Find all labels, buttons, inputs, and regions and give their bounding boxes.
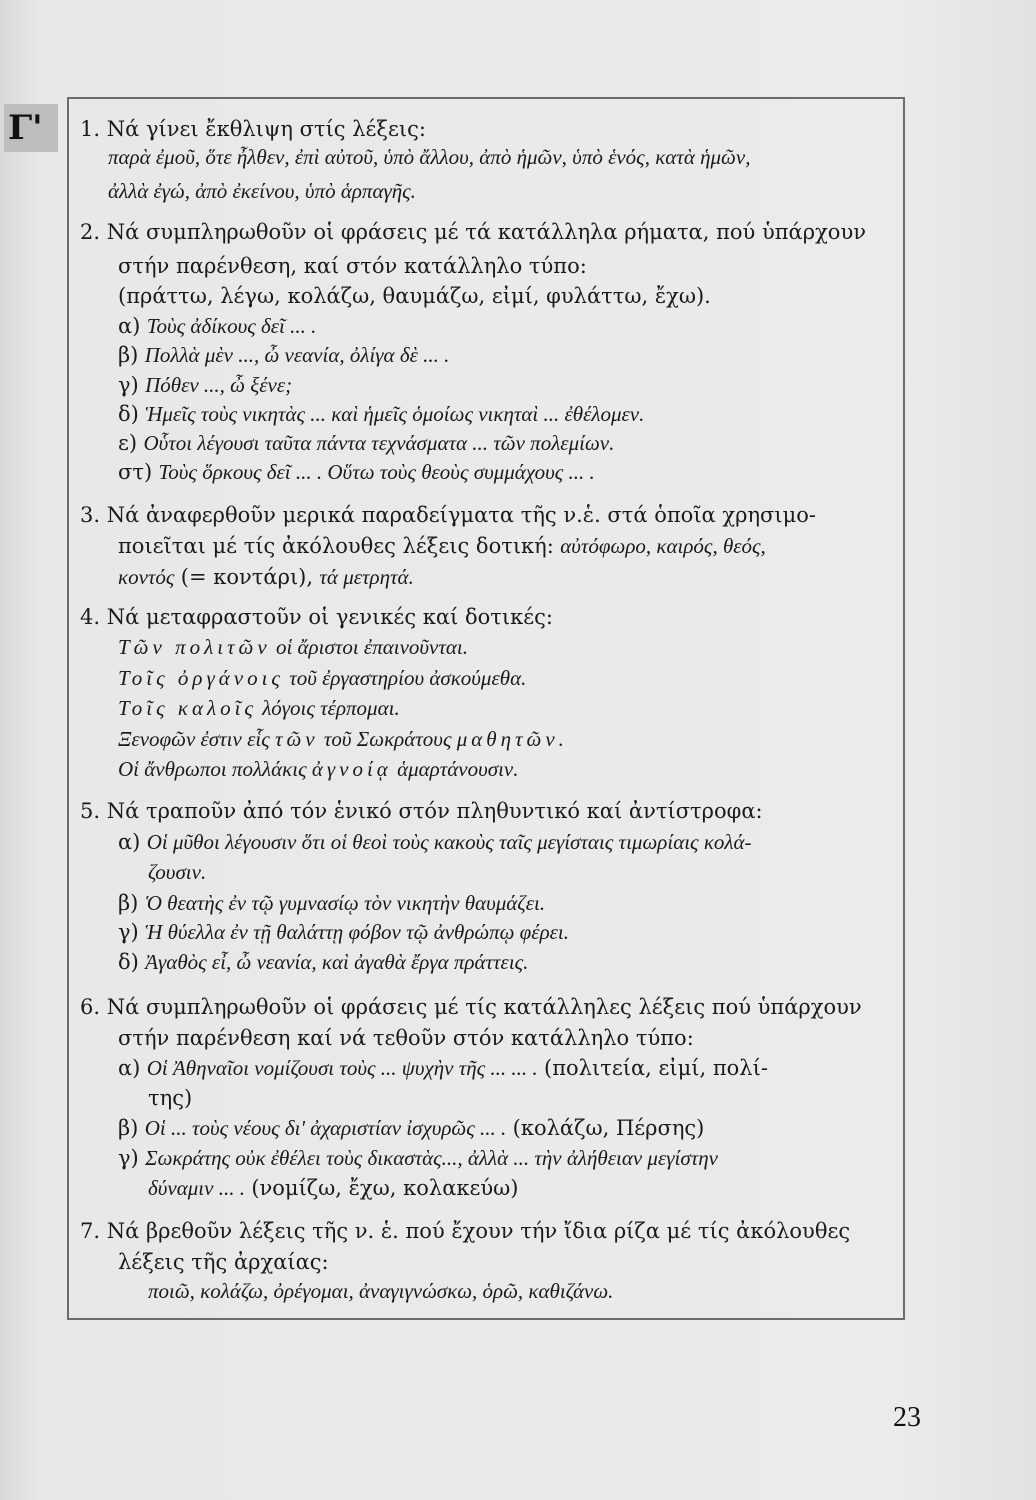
sentence-part: τοῦ Σωκράτους: [323, 727, 452, 751]
exercise-4-sentence: [118, 756, 519, 782]
exercise-prompt: Νά μεταφραστοῦν οἱ γενικές καί δοτικές:: [106, 605, 553, 629]
exercise-5-item-cont: ζουσιν.: [148, 860, 207, 884]
exercise-prompt: Νά συμπληρωθοῦν οἱ φράσεις μέ τά κατάλληλα ρήματα, πού ὑπάρχουν: [106, 220, 866, 244]
exercise-4-sentence: [118, 726, 568, 752]
exercise-prompt: Νά βρεθοῦν λέξεις τῆς ν. ἑ. πού ἔχουν τήν ἴδια ρίζα μέ τίς ἀκόλουθες: [106, 1219, 851, 1243]
exercise-4-sentence: [118, 695, 400, 721]
item-text: Οἱ ... τοὺς νέους δι' ἀχαριστίαν ἰσχυρῶς ... .: [144, 1116, 507, 1140]
line-italic: τά μετρητά.: [319, 565, 414, 589]
exercise-6-item-cont: [148, 1175, 518, 1201]
emphasized-phrase: τῶν: [274, 727, 319, 751]
item-text: Οἱ μῦθοι λέγουσιν ὅτι οἱ θεοὶ τοὺς κακοὺς ταῖς μεγίσταις τιμωρίαις κολά-: [146, 830, 752, 854]
exercise-6-item: [118, 1145, 718, 1171]
page-number: 23: [893, 1402, 921, 1433]
exercise-5-item: [118, 829, 752, 855]
exercise-number: 5.: [80, 799, 101, 823]
item-hint: (κολάζω, Πέρσης): [512, 1116, 705, 1140]
exercise-4-sentence: [118, 634, 468, 660]
exercise-number: 6.: [80, 995, 101, 1019]
item-text: Ἡμεῖς τοὺς νικητὰς ... καὶ ἡμεῖς ὁμοίως νικηταὶ ... ἐθέλομεν.: [145, 402, 645, 426]
sentence-rest: τοῦ ἐργαστηρίου ἀσκούμεθα.: [289, 666, 527, 690]
exercise-number: 3.: [80, 503, 101, 527]
item-text: Οὗτοι λέγουσι ταῦτα πάντα τεχνάσματα ... τῶν πολεμίων.: [143, 431, 615, 455]
exercise-1-line: παρὰ ἐμοῦ, ὅτε ἦλθεν, ἐπὶ αὐτοῦ, ὑπὸ ἄλλου, ἀπὸ ἡμῶν, ὑπὸ ἑνός, κατὰ ἡμῶν,: [108, 145, 751, 169]
exercise-prompt-cont: στήν παρένθεση καί νά τεθοῦν στόν κατάλληλο τύπο:: [118, 1026, 694, 1050]
exercise-4: [80, 604, 553, 630]
item-text: Τοὺς ἀδίκους δεῖ ... .: [146, 314, 317, 338]
exercise-5-item: [118, 949, 528, 975]
exercise-6-item: [118, 1115, 704, 1141]
item-label: γ): [118, 373, 139, 397]
sentence-part: ἁμαρτάνουσιν.: [397, 757, 519, 781]
item-text: δύναμιν ... .: [148, 1176, 245, 1200]
exercise-prompt-cont: στήν παρένθεση, καί στόν κατάλληλο τύπο:: [118, 254, 587, 278]
emphasized-phrase: μαθητῶν.: [456, 727, 568, 751]
exercise-prompt: Νά γίνει ἔκθλιψη στίς λέξεις:: [106, 117, 426, 141]
item-label: στ): [118, 460, 153, 484]
item-label: δ): [118, 402, 139, 426]
exercise-6-item-cont: της): [148, 1086, 193, 1110]
sentence-rest: λόγοις τέρπομαι.: [262, 696, 400, 720]
exercise-3-line: [118, 533, 766, 559]
item-text: Ἀγαθὸς εἶ, ὦ νεανία, καὶ ἀγαθὰ ἔργα πράττεις.: [145, 950, 529, 974]
item-text: Τοὺς ὅρκους δεῖ ... . Οὕτω τοὺς θεοὺς συμμάχους ... .: [158, 460, 595, 484]
exercise-2-item: [118, 342, 449, 368]
item-label: γ): [118, 920, 139, 944]
exercise-prompt: Νά συμπληρωθοῦν οἱ φράσεις μέ τίς κατάλληλες λέξεις πού ὑπάρχουν: [106, 995, 862, 1019]
exercise-prompt-cont: λέξεις τῆς ἀρχαίας:: [118, 1250, 329, 1274]
item-text: Σωκράτης οὐκ ἐθέλει τοὺς δικαστὰς..., ἀλλὰ ... τὴν ἀλήθειαν μεγίστην: [145, 1146, 718, 1170]
item-text: Πολλὰ μὲν ..., ὦ νεανία, ὀλίγα δὲ ... .: [144, 343, 450, 367]
exercise-3-line: [118, 564, 414, 590]
item-label: α): [118, 830, 141, 854]
exercise-prompt: Νά τραποῦν ἀπό τόν ἑνικό στόν πληθυντικό καί ἀντίστροφα:: [106, 799, 763, 823]
item-text: Πόθεν ..., ὦ ξένε;: [145, 373, 293, 397]
exercise-1: [80, 116, 426, 142]
item-text: Οἱ Ἀθηναῖοι νομίζουσι τοὺς ... ψυχὴν τῆς ... ... .: [146, 1056, 538, 1080]
item-label: α): [118, 314, 141, 338]
item-label: β): [118, 343, 139, 367]
line-italic: αὐτόφωρο, καιρός, θεός,: [560, 534, 766, 558]
exercise-2-item: [118, 430, 614, 456]
line-text: ποιεῖται μέ τίς ἀκόλουθες λέξεις δοτική:: [118, 534, 554, 558]
item-hint: (νομίζω, ἔχω, κολακεύω): [251, 1176, 519, 1200]
exercise-4-sentence: [118, 665, 526, 691]
word-list: ποιῶ, κολάζω, ὀρέγομαι, ἀναγιγνώσκω, ὁρῶ, καθιζάνω.: [148, 1279, 614, 1303]
emphasized-phrase: ἀγνοίᾳ: [311, 757, 392, 781]
exercise-5: [80, 798, 763, 824]
exercise-number: 1.: [80, 117, 101, 141]
section-letter: Γ': [8, 108, 43, 148]
exercise-number: 4.: [80, 605, 101, 629]
item-label: ε): [118, 431, 138, 455]
item-label: α): [118, 1056, 141, 1080]
exercise-7: [80, 1218, 850, 1244]
exercise-number: 7.: [80, 1219, 101, 1243]
item-hint: (πολιτεία, εἰμί, πολί-: [544, 1056, 768, 1080]
exercise-2-item: [118, 372, 292, 398]
verb-list: (πράττω, λέγω, κολάζω, θαυμάζω, εἰμί, φυλάττω, ἔχω).: [118, 284, 711, 308]
exercise-2: [80, 219, 866, 245]
line-italic: κοντός: [118, 565, 175, 589]
emphasized-phrase: Τοῖς καλοῖς: [118, 696, 257, 720]
exercise-2-item: [118, 401, 644, 427]
exercise-2-item: [118, 313, 316, 339]
exercise-1-line: ἀλλὰ ἐγώ, ἀπὸ ἐκείνου, ὑπὸ ἁρπαγῆς.: [108, 179, 416, 203]
item-text: Ὁ θεατὴς ἐν τῷ γυμνασίῳ τὸν νικητὴν θαυμάζει.: [144, 891, 546, 915]
item-label: β): [118, 891, 139, 915]
exercise-5-item: [118, 919, 569, 945]
item-label: γ): [118, 1146, 139, 1170]
exercise-3: [80, 502, 816, 528]
item-label: β): [118, 1116, 139, 1140]
exercise-5-item: [118, 890, 545, 916]
exercise-2-item: [118, 459, 595, 485]
line-text: (= κοντάρι),: [180, 565, 314, 589]
emphasized-phrase: Τῶν πολιτῶν: [118, 635, 271, 659]
exercise-6-item: [118, 1055, 768, 1081]
sentence-part: Ξενοφῶν ἐστιν εἷς: [118, 727, 270, 751]
exercise-6: [80, 994, 862, 1020]
exercise-number: 2.: [80, 220, 101, 244]
exercise-prompt: Νά ἀναφερθοῦν μερικά παραδείγματα τῆς ν.ἑ. στά ὁποῖα χρησιμο-: [106, 503, 817, 527]
item-text: Ἡ θύελλα ἐν τῇ θαλάττῃ φόβον τῷ ἀνθρώπῳ φέρει.: [145, 920, 570, 944]
item-label: δ): [118, 950, 139, 974]
sentence-rest: οἱ ἄριστοι ἐπαινοῦνται.: [275, 635, 468, 659]
sentence-part: Οἱ ἄνθρωποι πολλάκις: [118, 757, 307, 781]
emphasized-phrase: Τοῖς ὀργάνοις: [118, 666, 284, 690]
